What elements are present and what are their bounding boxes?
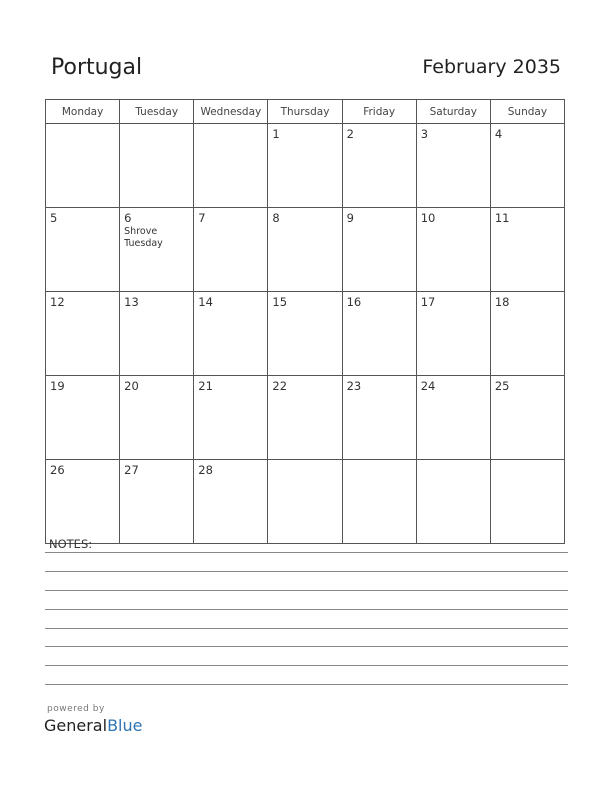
- day-cell: [120, 292, 194, 376]
- notes-label: NOTES:: [49, 537, 93, 551]
- day-cell: [46, 376, 120, 460]
- day-cell: [342, 208, 416, 292]
- day-cell: [490, 124, 564, 208]
- weekday-header: Wednesday: [194, 100, 268, 124]
- note-line: [45, 571, 568, 572]
- brand-name-blue: Blue: [107, 716, 143, 735]
- day-cell: [490, 208, 564, 292]
- day-number: 19: [50, 379, 65, 393]
- day-cell: [490, 460, 564, 544]
- day-number: 12: [50, 295, 65, 309]
- day-number: 25: [494, 379, 510, 393]
- day-number: 8: [272, 211, 280, 225]
- day-number: 3: [420, 127, 429, 141]
- day-number: 14: [198, 295, 213, 309]
- day-cell: [416, 376, 490, 460]
- weekday-header: Tuesday: [120, 100, 194, 124]
- day-cell: [46, 208, 120, 292]
- day-cell: [416, 292, 490, 376]
- weekday-header: Monday: [46, 100, 120, 124]
- day-number: 21: [198, 379, 213, 393]
- day-number: 16: [346, 295, 362, 309]
- day-cell: [268, 460, 342, 544]
- day-cell: [120, 460, 194, 544]
- day-cell: [120, 124, 194, 208]
- week-row: [46, 292, 565, 376]
- note-line: [45, 684, 568, 685]
- day-cell: [194, 124, 268, 208]
- day-cell: [194, 376, 268, 460]
- day-number: 23: [346, 379, 362, 393]
- day-cell: [194, 460, 268, 544]
- weekday-header: Thursday: [268, 100, 342, 124]
- day-number: 26: [50, 463, 65, 477]
- weekday-header: Sunday: [490, 100, 564, 124]
- day-number: 27: [124, 463, 139, 477]
- month-title: February 2035: [422, 56, 561, 78]
- day-number: 5: [50, 211, 58, 225]
- day-cell: [120, 208, 194, 292]
- day-number: 4: [494, 127, 503, 141]
- day-cell: [342, 376, 416, 460]
- note-line: [45, 646, 568, 647]
- brand-name-general: General: [44, 716, 108, 735]
- note-line: [45, 552, 568, 553]
- holiday-label: Shrove Tuesday: [124, 226, 163, 249]
- day-cell: [342, 292, 416, 376]
- note-line: [45, 628, 568, 629]
- day-number: 17: [420, 295, 436, 309]
- weekday-header-row: [46, 100, 565, 124]
- day-number: 15: [272, 295, 288, 309]
- weekday-header: Friday: [342, 100, 416, 124]
- day-number: 2: [346, 127, 354, 141]
- day-cell: [268, 124, 342, 208]
- country-title: Portugal: [51, 55, 143, 80]
- day-number: 10: [420, 211, 436, 225]
- day-number: 22: [272, 379, 288, 393]
- brand-logo: [44, 716, 142, 735]
- day-cell: [268, 376, 342, 460]
- calendar-grid: [45, 99, 565, 544]
- day-cell: [194, 208, 268, 292]
- day-cell: [342, 460, 416, 544]
- day-cell: [46, 292, 120, 376]
- week-row: [46, 124, 565, 208]
- week-row: [46, 460, 565, 544]
- day-cell: [416, 124, 490, 208]
- day-cell: [268, 208, 342, 292]
- note-line: [45, 609, 568, 610]
- day-number: 9: [346, 211, 354, 225]
- day-number: 11: [494, 211, 510, 225]
- week-row: [46, 208, 565, 292]
- day-cell: [268, 292, 342, 376]
- day-cell: [46, 124, 120, 208]
- powered-by-label: powered by: [47, 704, 105, 714]
- day-cell: [490, 376, 564, 460]
- note-line: [45, 590, 568, 591]
- day-number: 28: [198, 463, 213, 477]
- day-cell: [194, 292, 268, 376]
- day-number: 13: [124, 295, 139, 309]
- day-number: 24: [420, 379, 436, 393]
- day-number: 1: [272, 127, 280, 141]
- day-number: 18: [494, 295, 510, 309]
- day-cell: [416, 460, 490, 544]
- day-cell: [120, 376, 194, 460]
- note-line: [45, 665, 568, 666]
- day-cell: [46, 460, 120, 544]
- day-cell: [490, 292, 564, 376]
- day-cell: [342, 124, 416, 208]
- day-number: 7: [198, 211, 206, 225]
- weekday-header: Saturday: [416, 100, 490, 124]
- day-cell: [416, 208, 490, 292]
- day-number: 6: [124, 211, 132, 225]
- day-number: 20: [124, 379, 139, 393]
- week-row: [46, 376, 565, 460]
